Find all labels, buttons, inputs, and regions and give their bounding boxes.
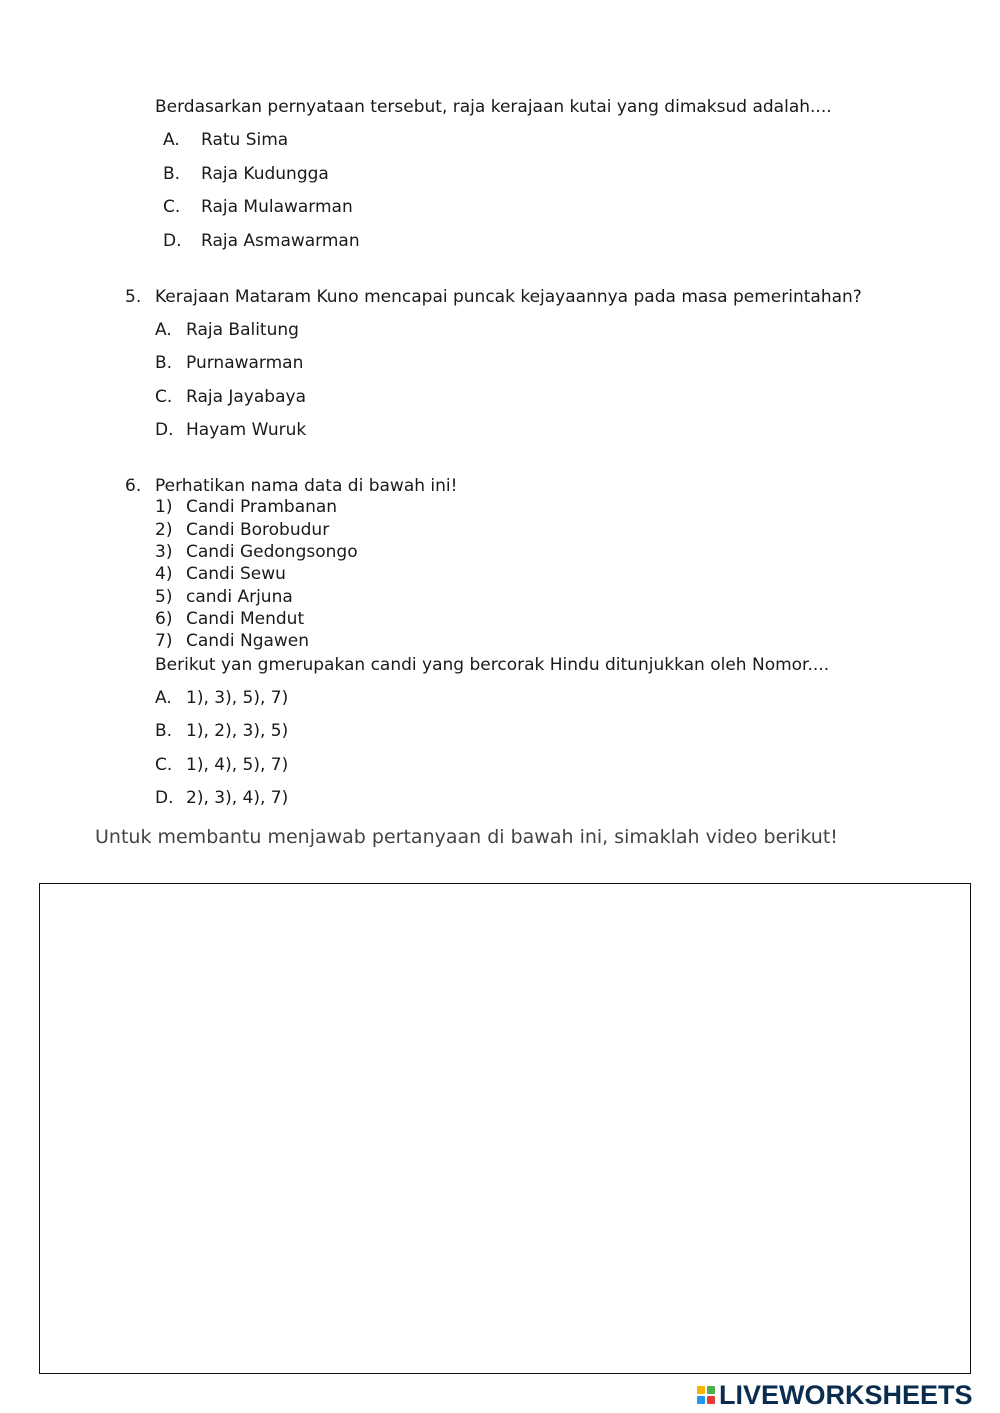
q5-number: 5. <box>125 287 142 307</box>
q6-option-b-letter: B. <box>155 721 173 741</box>
q6-option-a[interactable]: 1), 3), 5), 7) <box>186 688 289 708</box>
q4-option-d[interactable]: Raja Asmawarman <box>201 231 360 251</box>
q6-item-3: Candi Gedongsongo <box>186 542 358 562</box>
q6-item-4: Candi Sewu <box>186 564 286 584</box>
logo-square-red <box>707 1396 715 1404</box>
q6-item-7: Candi Ngawen <box>186 631 310 651</box>
liveworksheets-logo <box>697 1381 973 1409</box>
q6-item-5: candi Arjuna <box>186 587 293 607</box>
q4-option-b-letter: B. <box>163 164 181 184</box>
q5-option-a-letter: A. <box>155 320 172 340</box>
q4-option-c-letter: C. <box>163 197 181 217</box>
q6-item-7-num: 7) <box>155 631 173 651</box>
video-embed[interactable] <box>39 883 971 1374</box>
logo-square-blue <box>697 1396 705 1404</box>
q4-stem: Berdasarkan pernyataan tersebut, raja kerajaan kutai yang dimaksud adalah.... <box>155 97 832 117</box>
q6-option-c-letter: C. <box>155 755 173 775</box>
q6-item-2-num: 2) <box>155 520 173 540</box>
q6-number: 6. <box>125 476 142 496</box>
q6-item-3-num: 3) <box>155 542 173 562</box>
q6-option-b[interactable]: 1), 2), 3), 5) <box>186 721 289 741</box>
q6-item-4-num: 4) <box>155 564 173 584</box>
q5-option-b-letter: B. <box>155 353 173 373</box>
q6-item-2: Candi Borobudur <box>186 520 330 540</box>
q6-item-1-num: 1) <box>155 497 173 517</box>
q5-option-a[interactable]: Raja Balitung <box>186 320 299 340</box>
q5-option-d[interactable]: Hayam Wuruk <box>186 420 307 440</box>
q6-question: Perhatikan nama data di bawah ini! <box>155 476 458 496</box>
q4-option-d-letter: D. <box>163 231 182 251</box>
q6-item-6-num: 6) <box>155 609 173 629</box>
q5-option-b[interactable]: Purnawarman <box>186 353 304 373</box>
q5-question: Kerajaan Mataram Kuno mencapai puncak kejayaannya pada masa pemerintahan? <box>155 287 862 307</box>
q6-option-d-letter: D. <box>155 788 174 808</box>
q4-option-a[interactable]: Ratu Sima <box>201 130 289 150</box>
q5-option-c-letter: C. <box>155 387 173 407</box>
liveworksheets-logo-icon <box>697 1386 715 1404</box>
q6-prompt: Berikut yan gmerupakan candi yang bercorak Hindu ditunjukkan oleh Nomor.... <box>155 655 830 675</box>
q6-item-6: Candi Mendut <box>186 609 305 629</box>
logo-square-yellow <box>697 1386 705 1394</box>
q5-option-c[interactable]: Raja Jayabaya <box>186 387 306 407</box>
video-intro-text: Untuk membantu menjawab pertanyaan di bawah ini, simaklah video berikut! <box>95 826 838 848</box>
q4-option-c[interactable]: Raja Mulawarman <box>201 197 353 217</box>
q6-option-a-letter: A. <box>155 688 172 708</box>
q6-option-d[interactable]: 2), 3), 4), 7) <box>186 788 289 808</box>
q6-option-c[interactable]: 1), 4), 5), 7) <box>186 755 289 775</box>
q5-option-d-letter: D. <box>155 420 174 440</box>
logo-square-green <box>707 1386 715 1394</box>
q6-item-1: Candi Prambanan <box>186 497 338 517</box>
q4-option-b[interactable]: Raja Kudungga <box>201 164 329 184</box>
liveworksheets-logo-text: LIVEWORKSHEETS <box>719 1380 973 1410</box>
q6-item-5-num: 5) <box>155 587 173 607</box>
q4-option-a-letter: A. <box>163 130 180 150</box>
